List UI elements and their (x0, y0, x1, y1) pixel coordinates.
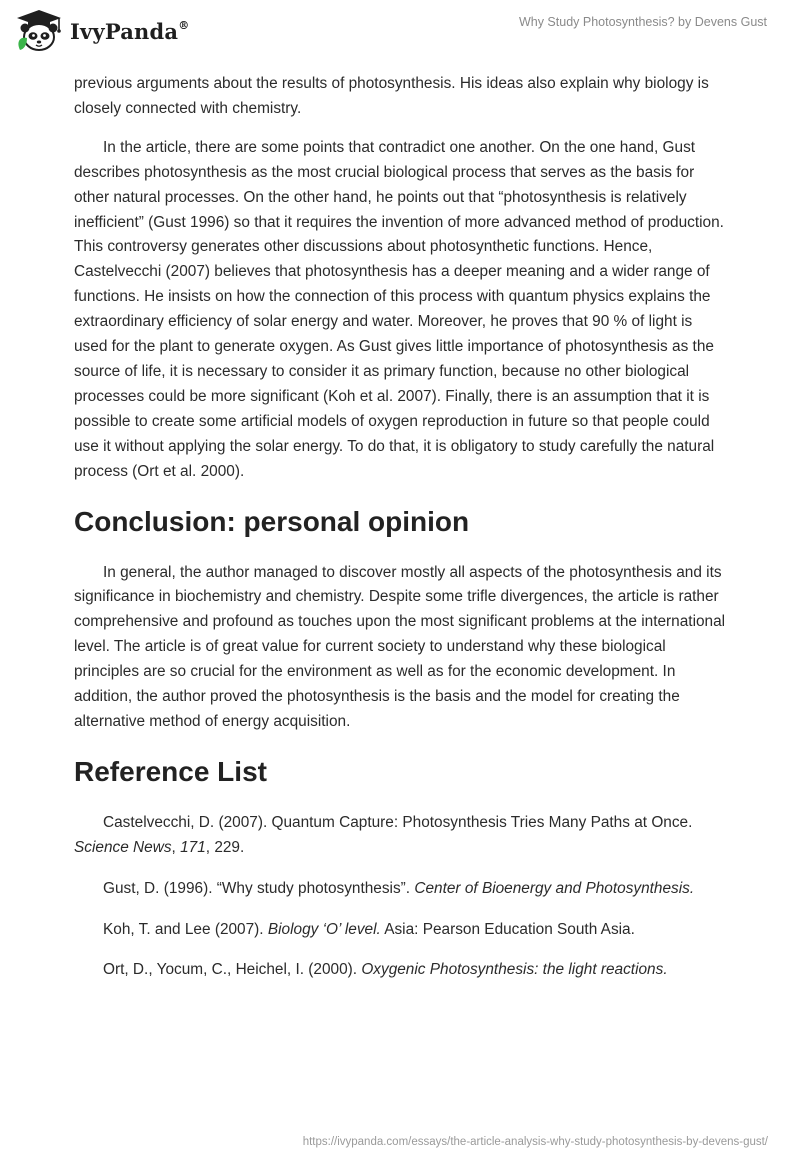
reference-list (74, 811, 726, 984)
reference-item: Castelvecchi, D. (2007). Quantum Capture: Photosynthesis Tries Many Paths at Once. Science News, 171, 229. (74, 813, 693, 856)
heading-reference-list: Reference List (74, 755, 267, 787)
source-url[interactable]: https://ivypanda.com/essays/the-article-analysis-why-study-photosynthesis-by-devens-gust/ (302, 1136, 768, 1148)
brand-name: IvyPanda® (70, 18, 190, 44)
essay-content (74, 70, 726, 999)
panda-mascot-icon (14, 8, 64, 54)
document-title: Why Study Photosynthesis? by Devens Gust (518, 15, 767, 29)
paragraph-conclusion: In general, the author managed to discover mostly all aspects of the photosynthesis and its significance in biochemistry and chemistry. Despite some trifle divergences, the article is rather comprehensive and profound as touches upon the most significant problems at the international level. The article is of great value for current society to understand why these biological principles are so crucial for the environment as well as for the economic development. In addition, the author proved the photosynthesis is the basis and the model for creating the alternative method of energy acquisition. (74, 563, 726, 730)
reference-item: Ort, D., Yocum, C., Heichel, I. (2000). Oxygenic Photosynthesis: the light reactions. (103, 961, 668, 979)
paragraph-contradictions: In the article, there are some points that contradict one another. On the one hand, Gust describes photosynthesis as the most crucial biological process that serves as the basis for other natural processes. On the other hand, he points out that “photosynthesis is relatively inefficient” (Gust 1996) so that it requires the invention of more advanced method of production. This controversy generates other discussions about photosynthetic functions. Hence, Castelvecchi (2007) believes that photosynthesis has a deeper meaning and a wider range of functions. He insists on how the connection of this process with quantum physics explains the extraordinary efficiency of solar energy and water. Moreover, he proves that 90 % of light is used for the plant to generate oxygen. As Gust gives little importance of photosynthesis as the source of life, it is necessary to consider it as primary function, because no other biological processes could be more significant (Koh et al. 2007). Finally, there is an assumption that it is possible to create some artificial models of oxygen reproduction in future so that people could use it without applying the solar energy. To do that, it is obligatory to study carefully the natural process (Ort et al. 2000). (74, 138, 724, 480)
paragraph-continuation: previous arguments about the results of photosynthesis. His ideas also explain why biology is closely connected with chemistry. (74, 75, 709, 117)
heading-conclusion: Conclusion: personal opinion (74, 505, 470, 537)
reference-item: Gust, D. (1996). “Why study photosynthesis”. Center of Bioenergy and Photosynthesis. (103, 879, 695, 897)
reference-item: Koh, T. and Lee (2007). Biology ‘O’ level. Asia: Pearson Education South Asia. (103, 920, 635, 938)
brand-logo[interactable] (14, 8, 189, 54)
page-header (0, 0, 800, 70)
